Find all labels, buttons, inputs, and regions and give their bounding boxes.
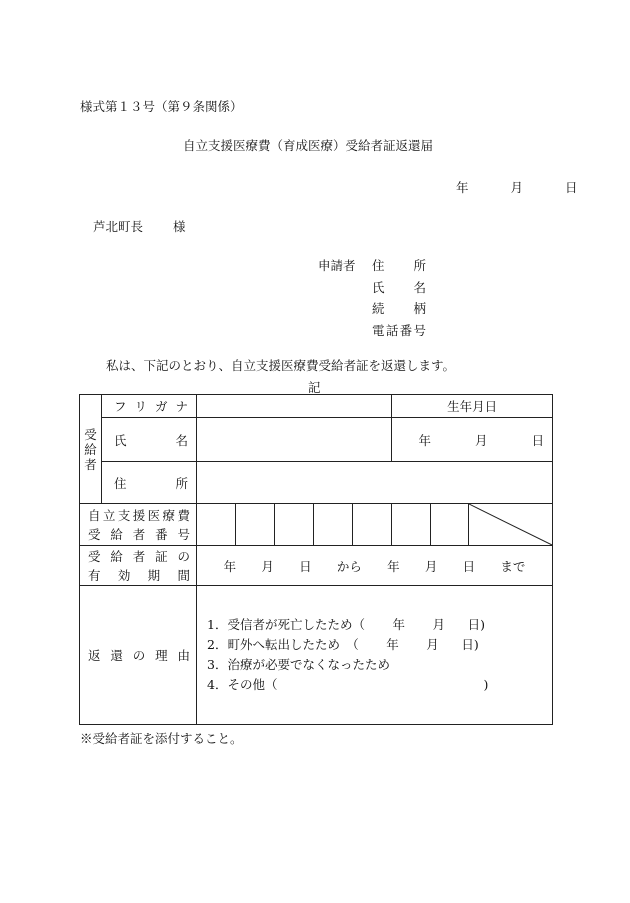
dob-label: 生年月日 [392, 395, 553, 418]
number-digit-6[interactable] [392, 504, 431, 546]
date-year: 年 [456, 180, 469, 195]
statement: 私は、下記のとおり、自立支援医療費受給者証を返還します。 [106, 358, 456, 373]
date-month: 月 [510, 180, 523, 195]
form-title: 自立支援医療費（育成医療）受給者証返還届 [183, 138, 434, 153]
applicant-label: 申請者 [318, 258, 356, 273]
reason-option-1[interactable]: 1．受信者が死亡したため（ 年 月 日) [207, 617, 485, 632]
name-label: 氏 名 [102, 418, 197, 462]
dob-field[interactable] [392, 418, 553, 462]
number-digit-7[interactable] [431, 504, 469, 546]
submission-date [456, 178, 577, 196]
reason-option-4[interactable]: 4．その他（ ) [207, 677, 489, 692]
date-day: 日 [564, 180, 578, 195]
ki-marker: 記 [308, 380, 321, 395]
honorific: 様 [173, 219, 186, 234]
number-diagonal-cell [469, 504, 553, 546]
dob-day: 日 [531, 432, 545, 448]
address-label: 住 所 [102, 462, 197, 504]
name-field[interactable] [197, 418, 392, 462]
addressee [93, 217, 186, 235]
dob-year: 年 [418, 432, 432, 448]
address-field[interactable] [197, 462, 553, 504]
validity-field[interactable]: 年 月 日 から 年 月 日 まで [197, 546, 553, 586]
number-digit-5[interactable] [353, 504, 392, 546]
reason-label: 返 還 の 理 由 [80, 586, 197, 725]
furigana-label: フ リ ガ ナ [102, 395, 197, 418]
recipient-label: 受 給 者 [80, 395, 102, 504]
addressee-name: 芦北町長 [93, 219, 144, 234]
number-digit-3[interactable] [275, 504, 314, 546]
reason-option-2[interactable]: 2．町外へ転出したため （ 年 月 日) [207, 637, 479, 652]
number-digit-4[interactable] [314, 504, 353, 546]
number-digit-2[interactable] [236, 504, 275, 546]
return-form-table [79, 394, 553, 725]
furigana-field[interactable] [197, 395, 392, 418]
applicant-relation-label: 続柄 [372, 301, 426, 316]
applicant-phone-label: 電話番号 [372, 322, 426, 338]
footnote: ※受給者証を添付すること。 [80, 731, 243, 746]
number-digit-1[interactable] [197, 504, 236, 546]
validity-label: 受 給 者 証 の 有 効 期 間 [80, 546, 197, 586]
applicant-address-label: 住所 [372, 258, 426, 273]
reason-option-3[interactable]: 3．治療が必要でなくなったため [207, 657, 390, 672]
dob-month: 月 [475, 432, 488, 448]
recipient-number-label: 自 立 支 援 医 療 費 受 給 者 番 号 [80, 504, 197, 546]
applicant-name-label: 氏名 [372, 279, 426, 295]
form-number: 様式第１３号（第９条関係） [80, 99, 243, 114]
reason-options [197, 586, 553, 725]
